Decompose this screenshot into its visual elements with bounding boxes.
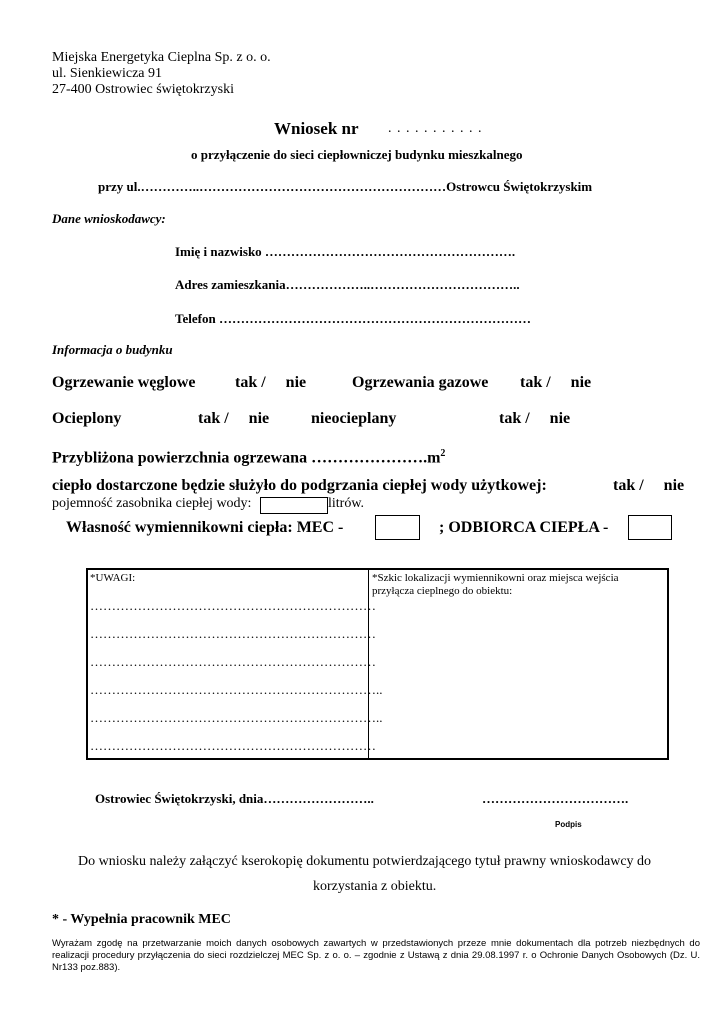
uninsulated-options[interactable]: tak / nie <box>499 410 571 427</box>
heated-area-label: Przybliżona powierzchnia ogrzewana ………………….m <box>52 449 441 467</box>
ownership-label: Własność wymiennikowni ciepła: MEC - <box>66 519 344 536</box>
tank-unit: litrów. <box>328 496 365 511</box>
tank-capacity-input[interactable] <box>260 497 328 514</box>
form-title: Wniosek nr <box>274 119 359 138</box>
square-meter-sup: 2 <box>440 448 446 459</box>
issuer-street: ul. Sienkiewicza 91 <box>52 66 163 81</box>
building-heading: Informacja o budynku <box>52 342 173 357</box>
remarks-line[interactable]: ………………………………………………………… <box>90 598 376 613</box>
remarks-line[interactable]: ………………………………………………………… <box>90 626 376 641</box>
recipient-label: ; ODBIORCA CIEPŁA - <box>439 519 609 536</box>
place-date-field[interactable]: Ostrowiec Świętokrzyski, dnia…………………….. <box>95 791 374 806</box>
insulated-label: Ocieplony <box>52 410 122 427</box>
consent-text: Wyrażam zgodę na przetwarzanie moich danych osobowych zawartych w przedstawionych przeze mnie dokumentach dla potrzeb niezbędnych do realizacji procedury przyłączenia do sieci rozdzielczej MEC Sp. z o. o. – zgodnie z Ustawą z dnia 29.08.1997 r. o Ochronie Danych Osobowych (Dz. U. Nr133 poz.883). <box>52 938 700 973</box>
issuer-city: 27-400 Ostrowiec świętokrzyski <box>52 82 234 97</box>
footer-note: * - Wypełnia pracownik MEC <box>52 912 231 927</box>
insulated-options[interactable]: tak / nie <box>198 410 270 427</box>
attachment-notice-line2: korzystania z obiektu. <box>313 879 437 894</box>
uninsulated-label: nieocieplany <box>311 410 397 427</box>
hot-water-label: ciepło dostarczone będzie służyło do podgrzania ciepłej wody użytkowej: <box>52 477 547 494</box>
coal-heating-options[interactable]: tak / nie <box>235 374 307 391</box>
remarks-line[interactable]: ………………………………………………………….. <box>90 710 383 725</box>
sketch-area[interactable]: *Szkic lokalizacji wymiennikowni oraz miejsca wejścia przyłącza cieplnego do obiektu: <box>372 572 619 597</box>
hot-water-options[interactable]: tak / nie <box>613 477 685 494</box>
recipient-ownership-checkbox[interactable] <box>628 515 672 540</box>
form-number-field[interactable]: . . . . . . . . . . . <box>388 121 483 136</box>
signature-label: Podpis <box>555 820 582 829</box>
phone-field[interactable]: Telefon ……………………………………………………………… <box>175 311 531 326</box>
remarks-column[interactable] <box>88 570 383 758</box>
signature-field[interactable]: ……………………………. <box>482 791 629 806</box>
gas-heating-label: Ogrzewania gazowe <box>352 374 489 391</box>
issuer-name: Miejska Energetyka Cieplna Sp. z o. o. <box>52 50 271 65</box>
remarks-line[interactable]: ………………………………………………………… <box>90 738 376 753</box>
remarks-line[interactable]: ………………………………………………………… <box>90 654 376 669</box>
street-field[interactable]: przy ul.…………..…………………………………………………Ostrowcu Świętokrzyskim <box>98 179 593 194</box>
remarks-heading: *UWAGI: <box>90 572 136 584</box>
applicant-heading: Dane wnioskodawcy: <box>52 211 166 226</box>
form-subtitle: o przyłączenie do sieci ciepłowniczej budynku mieszkalnego <box>191 147 523 162</box>
tank-label: pojemność zasobnika ciepłej wody: <box>52 496 252 511</box>
coal-heating-label: Ogrzewanie węglowe <box>52 374 196 391</box>
address-field[interactable]: Adres zamieszkania………………..…………………………….. <box>175 277 520 292</box>
name-field[interactable]: Imię i nazwisko …………………………………………………. <box>175 244 516 259</box>
remarks-line[interactable]: ………………………………………………………….. <box>90 682 383 697</box>
remarks-table <box>86 568 669 760</box>
gas-heating-options[interactable]: tak / nie <box>520 374 592 391</box>
heated-area-field[interactable] <box>52 448 445 467</box>
attachment-notice-line1: Do wniosku należy załączyć kserokopię dokumentu potwierdzającego tytuł prawny wnioskodawcy do <box>78 854 652 869</box>
mec-ownership-checkbox[interactable] <box>375 515 420 540</box>
